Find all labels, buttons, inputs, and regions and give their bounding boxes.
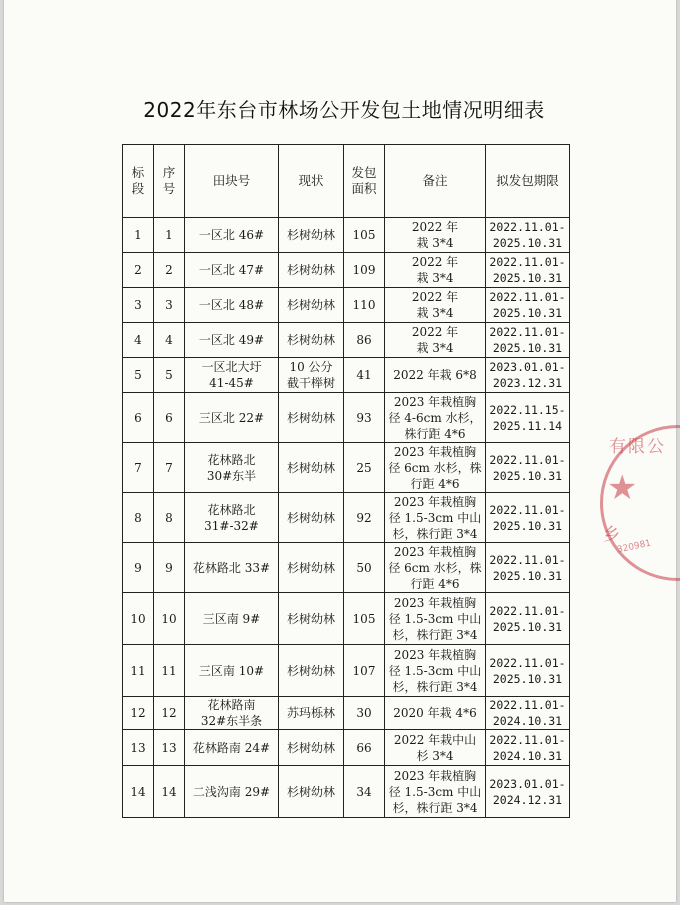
cell-tiankuai: 一区北大圩 41-45# bbox=[185, 358, 279, 393]
cell-biaoduan: 13 bbox=[123, 730, 154, 766]
cell-xuhao: 3 bbox=[154, 288, 185, 323]
cell-xuhao: 12 bbox=[154, 697, 185, 730]
cell-biaoduan: 10 bbox=[123, 593, 154, 645]
cell-xuhao: 14 bbox=[154, 766, 185, 818]
cell-tiankuai: 花林路南 32#东半条 bbox=[185, 697, 279, 730]
table-row bbox=[123, 323, 570, 358]
cell-qixian: 2022.11.01- 2024.10.31 bbox=[486, 730, 570, 766]
header-xianzhuang: 现状 bbox=[279, 145, 344, 218]
cell-xianzhuang: 杉树幼林 bbox=[279, 288, 344, 323]
table-row bbox=[123, 766, 570, 818]
cell-biaoduan: 8 bbox=[123, 493, 154, 543]
company-seal bbox=[600, 425, 680, 581]
cell-xuhao: 7 bbox=[154, 443, 185, 493]
cell-tiankuai: 花林路北 33# bbox=[185, 543, 279, 593]
cell-tiankuai: 三区北 22# bbox=[185, 393, 279, 443]
cell-qixian: 2022.11.01- 2025.10.31 bbox=[486, 323, 570, 358]
table-row bbox=[123, 288, 570, 323]
table-row bbox=[123, 443, 570, 493]
table-row bbox=[123, 253, 570, 288]
cell-beizhu: 2020 年栽 4*6 bbox=[385, 697, 486, 730]
page-title: 2022年东台市林场公开发包土地情况明细表 bbox=[143, 98, 545, 122]
table-row bbox=[123, 393, 570, 443]
cell-mianji: 41 bbox=[344, 358, 385, 393]
header-mianji: 发包 面积 bbox=[344, 145, 385, 218]
cell-qixian: 2022.11.01- 2025.10.31 bbox=[486, 543, 570, 593]
cell-tiankuai: 二浅沟南 29# bbox=[185, 766, 279, 818]
header-xuhao: 序 号 bbox=[154, 145, 185, 218]
cell-biaoduan: 5 bbox=[123, 358, 154, 393]
cell-tiankuai: 一区北 47# bbox=[185, 253, 279, 288]
cell-xianzhuang: 杉树幼林 bbox=[279, 593, 344, 645]
land-contract-table bbox=[122, 144, 570, 818]
cell-biaoduan: 14 bbox=[123, 766, 154, 818]
header-tiankuai: 田块号 bbox=[185, 145, 279, 218]
cell-xianzhuang: 杉树幼林 bbox=[279, 645, 344, 697]
document-page bbox=[4, 0, 676, 902]
cell-xuhao: 1 bbox=[154, 218, 185, 253]
cell-qixian: 2022.11.01- 2025.10.31 bbox=[486, 443, 570, 493]
cell-biaoduan: 12 bbox=[123, 697, 154, 730]
cell-xianzhuang: 杉树幼林 bbox=[279, 323, 344, 358]
table-row bbox=[123, 697, 570, 730]
cell-mianji: 107 bbox=[344, 645, 385, 697]
table-header-row bbox=[123, 145, 570, 218]
cell-qixian: 2023.01.01- 2024.12.31 bbox=[486, 766, 570, 818]
cell-mianji: 105 bbox=[344, 593, 385, 645]
cell-xianzhuang: 杉树幼林 bbox=[279, 730, 344, 766]
cell-xuhao: 8 bbox=[154, 493, 185, 543]
cell-biaoduan: 4 bbox=[123, 323, 154, 358]
cell-qixian: 2023.01.01- 2023.12.31 bbox=[486, 358, 570, 393]
cell-mianji: 110 bbox=[344, 288, 385, 323]
cell-tiankuai: 花林路北 30#东半 bbox=[185, 443, 279, 493]
cell-xuhao: 4 bbox=[154, 323, 185, 358]
header-qixian: 拟发包期限 bbox=[486, 145, 570, 218]
cell-xianzhuang: 杉树幼林 bbox=[279, 766, 344, 818]
seal-number: 320981 bbox=[616, 538, 653, 556]
cell-qixian: 2022.11.01- 2025.10.31 bbox=[486, 288, 570, 323]
cell-qixian: 2022.11.01- 2025.10.31 bbox=[486, 253, 570, 288]
cell-qixian: 2022.11.01- 2025.10.31 bbox=[486, 593, 570, 645]
cell-biaoduan: 6 bbox=[123, 393, 154, 443]
cell-beizhu: 2023 年栽植胸 径 1.5-3cm 中山 杉，株行距 3*4 bbox=[385, 493, 486, 543]
cell-qixian: 2022.11.01- 2025.10.31 bbox=[486, 645, 570, 697]
cell-tiankuai: 三区南 9# bbox=[185, 593, 279, 645]
cell-beizhu: 2023 年栽植胸 径 1.5-3cm 中山 杉，株行距 3*4 bbox=[385, 593, 486, 645]
cell-beizhu: 2023 年栽植胸 径 1.5-3cm 中山 杉，株行距 3*4 bbox=[385, 645, 486, 697]
cell-mianji: 25 bbox=[344, 443, 385, 493]
cell-xianzhuang: 苏玛栎林 bbox=[279, 697, 344, 730]
cell-xuhao: 6 bbox=[154, 393, 185, 443]
cell-mianji: 93 bbox=[344, 393, 385, 443]
cell-xianzhuang: 杉树幼林 bbox=[279, 393, 344, 443]
cell-beizhu: 2022 年 栽 3*4 bbox=[385, 323, 486, 358]
cell-beizhu: 2022 年 栽 3*4 bbox=[385, 253, 486, 288]
cell-biaoduan: 11 bbox=[123, 645, 154, 697]
cell-xuhao: 10 bbox=[154, 593, 185, 645]
cell-xianzhuang: 杉树幼林 bbox=[279, 493, 344, 543]
cell-xianzhuang: 杉树幼林 bbox=[279, 443, 344, 493]
cell-xianzhuang: 杉树幼林 bbox=[279, 253, 344, 288]
seal-bottom-text: 乡 bbox=[603, 525, 620, 545]
cell-mianji: 86 bbox=[344, 323, 385, 358]
table-row bbox=[123, 543, 570, 593]
cell-xuhao: 2 bbox=[154, 253, 185, 288]
cell-xuhao: 9 bbox=[154, 543, 185, 593]
cell-xuhao: 5 bbox=[154, 358, 185, 393]
cell-tiankuai: 花林路北 31#-32# bbox=[185, 493, 279, 543]
cell-xianzhuang: 杉树幼林 bbox=[279, 543, 344, 593]
cell-qixian: 2022.11.01- 2025.10.31 bbox=[486, 218, 570, 253]
cell-beizhu: 2023 年栽植胸 径 6cm 水杉，株 行距 4*6 bbox=[385, 543, 486, 593]
cell-mianji: 109 bbox=[344, 253, 385, 288]
seal-top-text: 有限公 bbox=[609, 437, 666, 457]
table-row bbox=[123, 593, 570, 645]
cell-tiankuai: 一区北 48# bbox=[185, 288, 279, 323]
header-biaoduan: 标 段 bbox=[123, 145, 154, 218]
cell-mianji: 50 bbox=[344, 543, 385, 593]
cell-beizhu: 2022 年栽 6*8 bbox=[385, 358, 486, 393]
cell-biaoduan: 7 bbox=[123, 443, 154, 493]
cell-tiankuai: 一区北 46# bbox=[185, 218, 279, 253]
table-row bbox=[123, 358, 570, 393]
cell-biaoduan: 2 bbox=[123, 253, 154, 288]
cell-beizhu: 2022 年栽中山 杉 3*4 bbox=[385, 730, 486, 766]
cell-biaoduan: 1 bbox=[123, 218, 154, 253]
cell-mianji: 92 bbox=[344, 493, 385, 543]
cell-xuhao: 13 bbox=[154, 730, 185, 766]
cell-xuhao: 11 bbox=[154, 645, 185, 697]
cell-mianji: 66 bbox=[344, 730, 385, 766]
table-row bbox=[123, 493, 570, 543]
cell-beizhu: 2022 年 栽 3*4 bbox=[385, 218, 486, 253]
table-row bbox=[123, 730, 570, 766]
cell-biaoduan: 9 bbox=[123, 543, 154, 593]
cell-beizhu: 2023 年栽植胸 径 6cm 水杉，株 行距 4*6 bbox=[385, 443, 486, 493]
cell-qixian: 2022.11.01- 2025.10.31 bbox=[486, 493, 570, 543]
cell-beizhu: 2023 年栽植胸 径 1.5-3cm 中山 杉，株行距 3*4 bbox=[385, 766, 486, 818]
cell-tiankuai: 一区北 49# bbox=[185, 323, 279, 358]
cell-tiankuai: 花林路南 24# bbox=[185, 730, 279, 766]
cell-qixian: 2022.11.15- 2025.11.14 bbox=[486, 393, 570, 443]
table-row bbox=[123, 218, 570, 253]
cell-biaoduan: 3 bbox=[123, 288, 154, 323]
cell-beizhu: 2022 年 栽 3*4 bbox=[385, 288, 486, 323]
table-body bbox=[123, 218, 570, 818]
table-row bbox=[123, 645, 570, 697]
cell-mianji: 30 bbox=[344, 697, 385, 730]
cell-xianzhuang: 10 公分 截干榉树 bbox=[279, 358, 344, 393]
cell-mianji: 34 bbox=[344, 766, 385, 818]
cell-mianji: 105 bbox=[344, 218, 385, 253]
header-beizhu: 备注 bbox=[385, 145, 486, 218]
cell-tiankuai: 三区南 10# bbox=[185, 645, 279, 697]
cell-xianzhuang: 杉树幼林 bbox=[279, 218, 344, 253]
cell-qixian: 2022.11.01- 2024.10.31 bbox=[486, 697, 570, 730]
seal-star-icon: ★ bbox=[607, 468, 638, 508]
cell-beizhu: 2023 年栽植胸 径 4-6cm 水杉， 株行距 4*6 bbox=[385, 393, 486, 443]
